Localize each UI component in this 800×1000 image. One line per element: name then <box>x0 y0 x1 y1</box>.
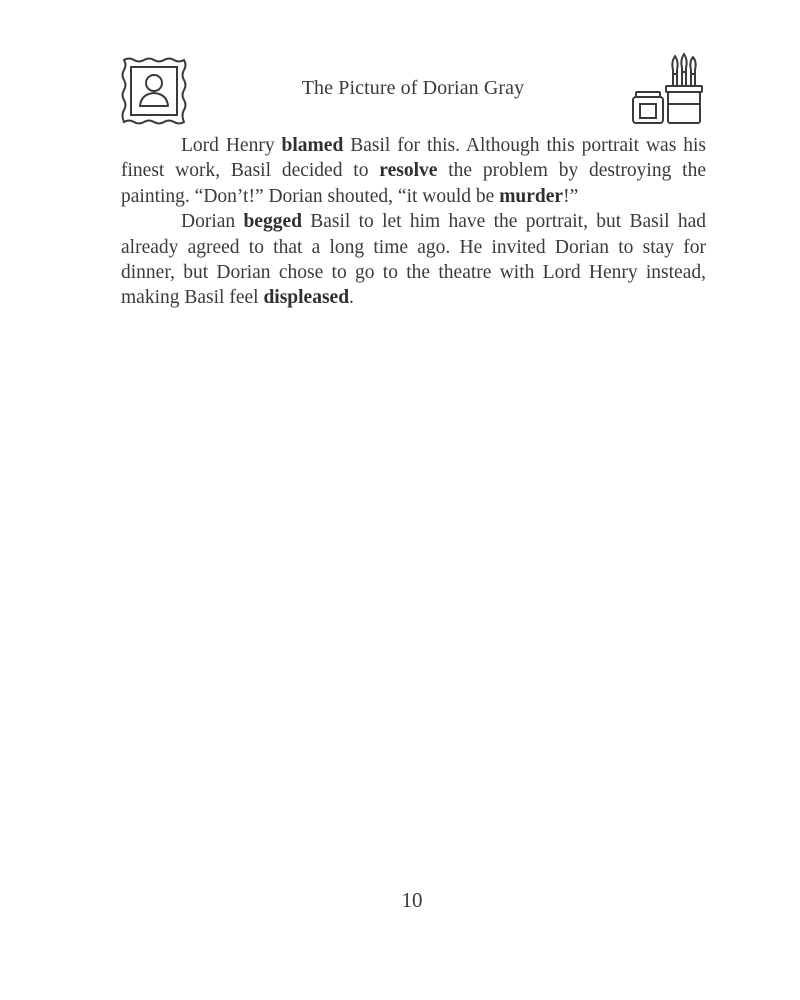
text-segment: Basil for this. Although this portrait was his finest work, Basil decided to <box>121 135 706 182</box>
vocabulary-word: displeased <box>263 287 350 309</box>
paint-brushes-jar-icon <box>630 52 706 126</box>
vocabulary-word: blamed <box>281 135 344 156</box>
text-segment: !” <box>563 185 579 207</box>
text-segment: Basil to let him have the portrait, but Basil had already agreed to that a long time ago. He invited Dorian to stay for dinner, but Dorian chose to go to the theatre with Lord Henry instead, making Basil feel <box>121 211 707 309</box>
text-segment: Dorian <box>181 211 244 233</box>
vocabulary-word: resolve <box>379 160 438 182</box>
running-title: The Picture of Dorian Gray <box>301 77 525 99</box>
vocabulary-word: murder <box>499 185 564 207</box>
paragraph-1 <box>121 133 706 209</box>
page-number: 10 <box>401 888 423 912</box>
text-segment: Lord Henry <box>181 135 282 156</box>
page-header <box>0 0 800 130</box>
text-segment: . <box>349 287 354 309</box>
vocabulary-word: begged <box>243 211 302 233</box>
story-text <box>121 133 706 311</box>
paragraph-2 <box>121 209 706 311</box>
text-segment: the problem by destroying the painting. “Don’t!” Dorian shouted, “it would be <box>121 160 706 207</box>
